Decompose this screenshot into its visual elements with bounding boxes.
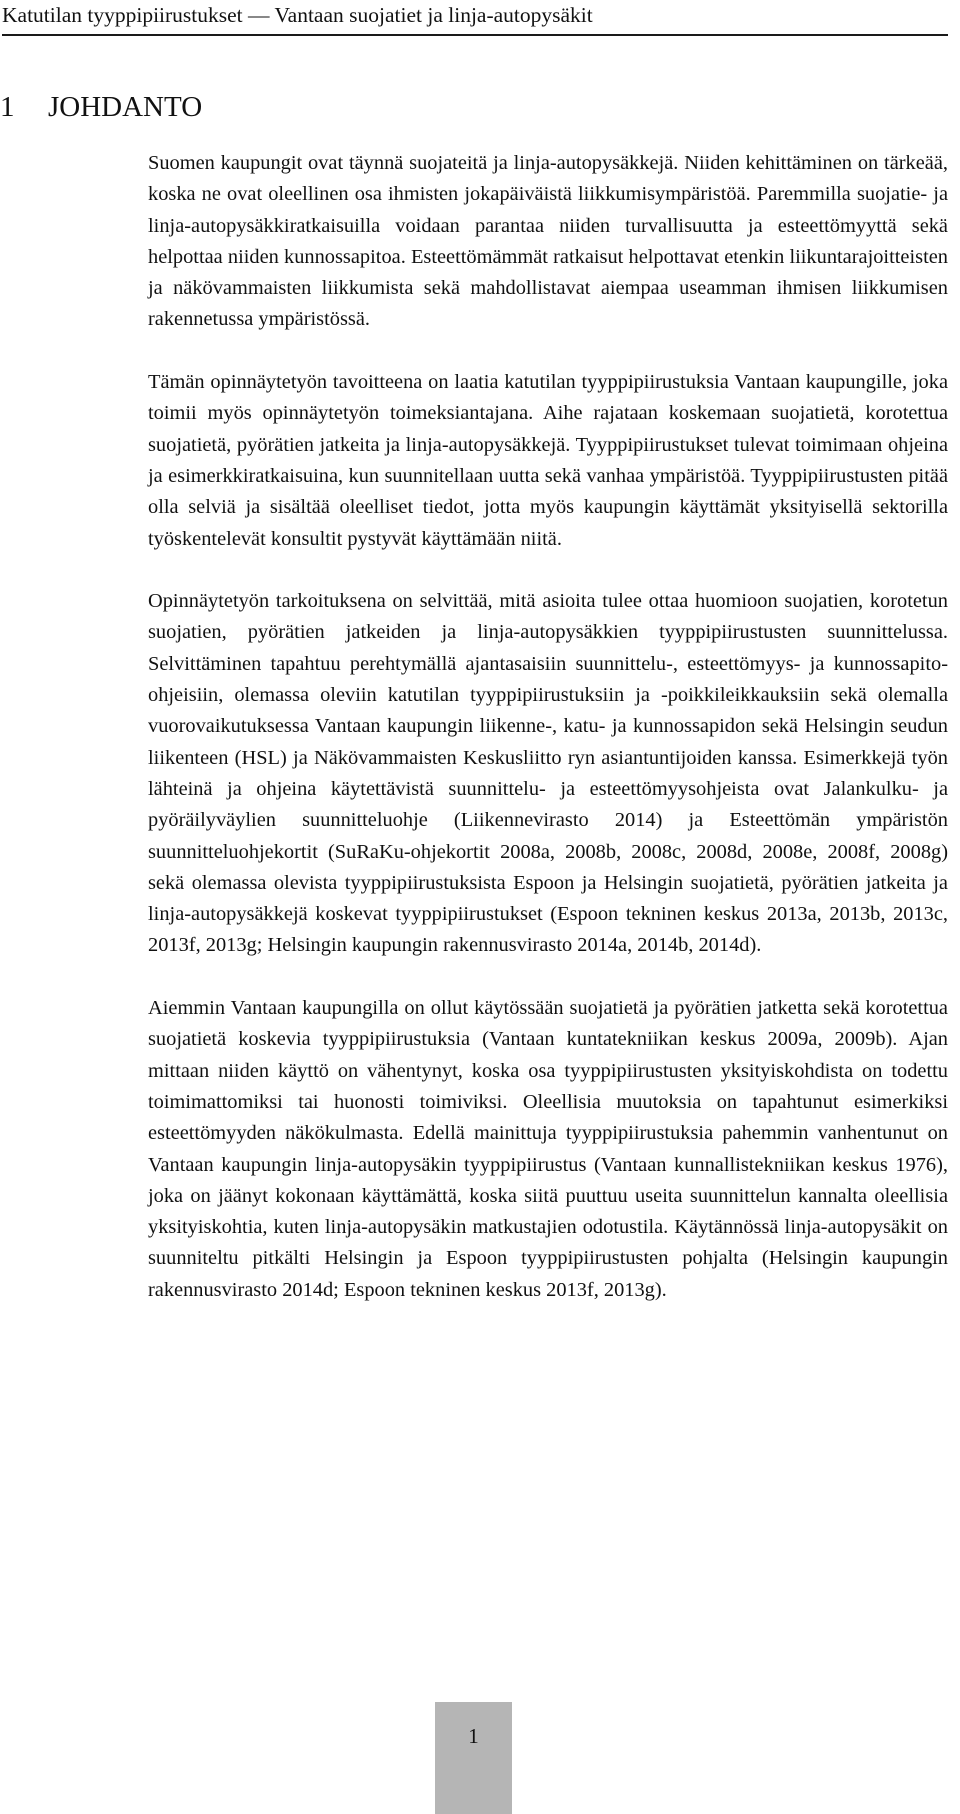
chapter-heading — [0, 89, 202, 125]
paragraph-3: Opinnäytetyön tarkoituksena on selvittää, mitä asioita tulee ottaa huomioon suojatien, korotetun suojatien, pyörätien jatkeiden ja linja-autopysäkkien tyyppipiirustusten suunnittelussa. Selvittäminen tapahtuu perehtymällä ajantasaisiin suunnittelu-, esteettömyys- ja kunnossapito-ohjeisiin, olemassa oleviin katutilan tyyppipiirustuksiin ja -poikkileikkauksiin sekä olemalla vuorovaikutuksessa Vantaan kaupungin liikenne-, katu- ja kunnossapidon sekä Helsingin seudun liikenteen (HSL) ja Näkövammaisten Keskusliitto ryn asiantuntijoiden kanssa. Esimerkkejä työn lähteinä ja ohjeina käytettävistä suunnittelu- ja esteettömyysohjeista ovat Jalankulku- ja pyöräilyväylien suunnitteluohje (Liikennevirasto 2014) ja Esteettömän ympäristön suunnitteluohjekortit (SuRaKu-ohjekortit 2008a, 2008b, 2008c, 2008d, 2008e, 2008f, 2008g) sekä olemassa olevista tyyppipiirustuksista Espoon ja Helsingin suojatietä, pyörätien jatkeita ja linja-autopysäkkejä koskevat tyyppipiirustukset (Espoon tekninen keskus 2013a, 2013b, 2013c, 2013f, 2013g; Helsingin kaupungin rakennusvirasto 2014a, 2014b, 2014d). — [148, 590, 948, 957]
running-header: Katutilan tyyppipiirustukset — Vantaan suojatiet ja linja-autopysäkit — [2, 0, 948, 36]
page-number-box — [435, 1702, 512, 1814]
paragraph-2: Tämän opinnäytetyön tavoitteena on laatia katutilan tyyppipiirustuksia Vantaan kaupungille, joka toimii myös opinnäytetyön toimeksiantajana. Aihe rajataan koskemaan suojatietä, korotettua suojatietä, pyörätien jatkeita ja linja-autopysäkkejä. Tyyppipiirustukset tulevat toimimaan ohjeina ja esimerkkiratkaisuina, kun suunnitellaan uutta sekä vanhaa ympäristöä. Tyyppipiirustusten pitää olla selviä ja sisältää oleelliset tiedot, jotta myös kaupungin käyttämät yksityisellä sektorilla työskentelevät konsultit pystyvät käyttämään niitä. — [148, 371, 948, 550]
body-text — [148, 148, 948, 1306]
page-number: 1 — [468, 1724, 479, 1748]
paragraph-1: Suomen kaupungit ovat täynnä suojateitä ja linja-autopysäkkejä. Niiden kehittäminen on tärkeää, koska ne ovat oleellinen osa ihmisten jokapäiväistä liikkumisympäristöä. Paremmilla suojatie- ja linja-autopysäkkiratkaisuilla voidaan parantaa niiden turvallisuutta ja esteettömyyttä sekä helpottaa niiden kunnossapitoa. Esteettömämmät ratkaisut helpottavat etenkin liikuntarajoitteisten ja näkövammaisten liikkumista sekä mahdollistavat aiempaa useamman ihmisen liikkumisen rakennetussa ympäristössä. — [148, 152, 948, 331]
chapter-number: 1 — [0, 91, 15, 123]
paragraph-4: Aiemmin Vantaan kaupungilla on ollut käytössään suojatietä ja pyörätien jatketta sekä korotettua suojatietä koskevia tyyppipiirustuksia (Vantaan kuntatekniikan keskus 2009a, 2009b). Ajan mittaan niiden käyttö on vähentynyt, koska osa tyyppipiirustusten yksityiskohdista on todettu toimimattomiksi tai huonosti toimiviksi. Oleellisia muutoksia on tapahtunut esimerkiksi esteettömyyden näkökulmasta. Edellä mainittuja tyyppipiirustuksia pahemmin vanhentunut on Vantaan kaupungin linja-autopysäkin tyyppipiirustus (Vantaan kunnallistekniikan keskus 1976), joka on jäänyt kokonaan käyttämättä, koska siitä puuttuu useita suunnittelun kannalta oleellisia yksityiskohtia, kuten linja-autopysäkin matkustajien odotustila. Käytännössä linja-autopysäkit on suunniteltu pitkälti Helsingin ja Espoon tyyppipiirustusten pohjalta (Helsingin kaupungin rakennusvirasto 2014d; Espoon tekninen keskus 2013f, 2013g). — [148, 997, 948, 1301]
chapter-title: JOHDANTO — [48, 91, 203, 123]
